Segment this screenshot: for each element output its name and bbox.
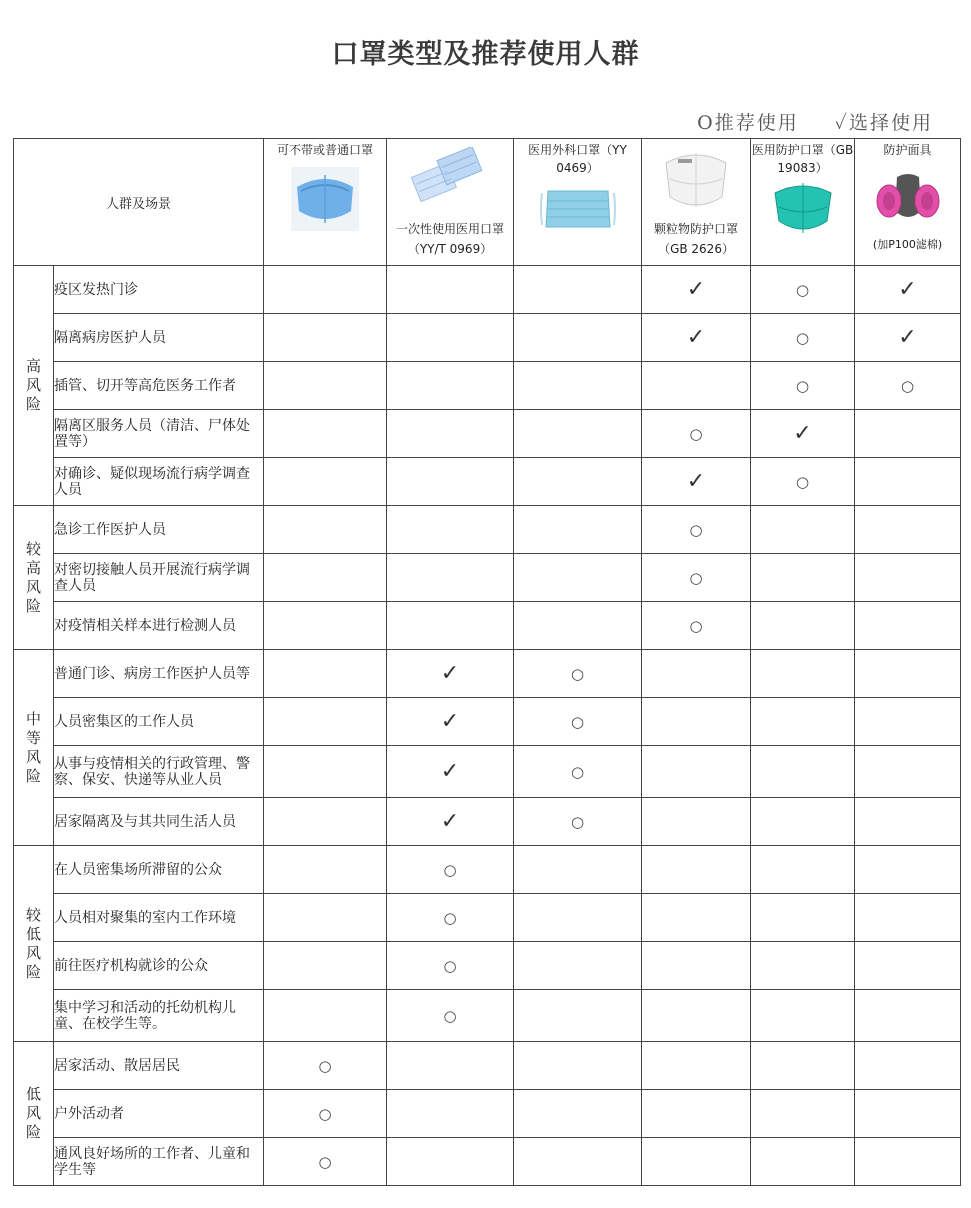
mark-cell [264, 1042, 387, 1090]
mark-cell [514, 506, 642, 554]
table-row [14, 458, 961, 506]
mark-cell [855, 554, 961, 602]
risk-group-text: 较高风险 [25, 539, 41, 615]
mark-cell [387, 1090, 514, 1138]
circle-mark: ○ [570, 763, 585, 781]
header-label: 医用外科口罩（YY 0469） [528, 143, 627, 175]
mark-cell [387, 266, 514, 314]
mark-cell [855, 798, 961, 846]
mark-cell [264, 602, 387, 650]
mark-cell [514, 1042, 642, 1090]
mark-cell [387, 846, 514, 894]
table-row [14, 314, 961, 362]
mark-cell [642, 602, 751, 650]
circle-mark: ○ [795, 473, 810, 491]
circle-mark: ○ [318, 1153, 332, 1171]
mark-cell [642, 410, 751, 458]
mark-cell [387, 362, 514, 410]
mark-cell [387, 942, 514, 990]
scene-cell: 隔离病房医护人员 [54, 314, 264, 362]
header-label: 颗粒物防护口罩（GB 2626） [654, 222, 739, 256]
risk-group-label [14, 1042, 54, 1186]
scene-cell: 普通门诊、病房工作医护人员等 [54, 650, 264, 698]
mark-cell [387, 410, 514, 458]
mark-cell [751, 506, 855, 554]
mark-cell [751, 602, 855, 650]
circle-mark: ○ [318, 1105, 332, 1123]
particulate-respirator-icon [656, 145, 736, 218]
mark-cell [751, 1138, 855, 1186]
risk-group-label [14, 506, 54, 650]
mark-cell [751, 266, 855, 314]
table-row [14, 698, 961, 746]
header-protective-respirator [855, 139, 961, 266]
mark-cell [642, 554, 751, 602]
mark-cell [514, 1090, 642, 1138]
table-row [14, 990, 961, 1042]
mark-cell [855, 1138, 961, 1186]
mark-cell [514, 266, 642, 314]
mark-cell [751, 746, 855, 798]
scene-cell: 在人员密集场所滞留的公众 [54, 846, 264, 894]
circle-mark: ○ [318, 1057, 332, 1075]
mark-cell [642, 650, 751, 698]
scene-cell: 居家隔离及与其共同生活人员 [54, 798, 264, 846]
circle-mark: ○ [443, 909, 457, 927]
mark-cell [855, 314, 961, 362]
mark-cell [855, 410, 961, 458]
mark-cell [751, 990, 855, 1042]
header-medical-protective-mask [751, 139, 855, 266]
surgical-mask-icon [538, 183, 618, 238]
circle-mark: ○ [689, 569, 703, 587]
table-header-row [14, 139, 961, 266]
risk-group-label [14, 266, 54, 506]
mark-cell [642, 1138, 751, 1186]
mark-cell [514, 942, 642, 990]
mark-cell [387, 506, 514, 554]
scene-cell: 集中学习和活动的托幼机构儿童、在校学生等。 [54, 990, 264, 1042]
risk-group-label [14, 846, 54, 1042]
table-row [14, 846, 961, 894]
scene-cell: 从事与疫情相关的行政管理、警察、保安、快递等从业人员 [54, 746, 264, 798]
header-corner: 人群及场景 [14, 139, 264, 266]
circle-mark: ○ [795, 281, 810, 299]
mark-cell [514, 602, 642, 650]
circle-mark: ○ [689, 521, 703, 539]
mark-cell [514, 362, 642, 410]
mark-cell [387, 602, 514, 650]
scene-cell: 疫区发热门诊 [54, 266, 264, 314]
mark-cell [855, 266, 961, 314]
mark-cell [642, 1042, 751, 1090]
mark-cell [264, 554, 387, 602]
check-mark: ✓ [440, 709, 460, 734]
mark-cell [514, 798, 642, 846]
mark-cell [264, 798, 387, 846]
risk-group-text: 低风险 [25, 1085, 41, 1141]
medical-protective-mask-icon [769, 179, 837, 238]
mark-cell [264, 650, 387, 698]
risk-group-text: 较低风险 [25, 905, 41, 981]
table-row [14, 798, 961, 846]
table-row [14, 650, 961, 698]
mark-cell [642, 990, 751, 1042]
risk-group-label [14, 650, 54, 846]
header-particulate-respirator [642, 139, 751, 266]
mark-cell [264, 1090, 387, 1138]
legend [661, 108, 933, 135]
scene-cell: 对密切接触人员开展流行病学调查人员 [54, 554, 264, 602]
mark-cell [751, 894, 855, 942]
circle-mark: ○ [795, 377, 810, 395]
header-label: 医用防护口罩（GB 19083） [751, 143, 854, 175]
mark-cell [751, 1090, 855, 1138]
table-row [14, 554, 961, 602]
mark-cell [387, 458, 514, 506]
mark-cell [855, 650, 961, 698]
mark-cell [264, 458, 387, 506]
circle-mark: ○ [689, 425, 703, 443]
mark-cell [751, 698, 855, 746]
table-row [14, 362, 961, 410]
ordinary-mask-icon [291, 167, 359, 234]
scene-cell: 人员相对聚集的室内工作环境 [54, 894, 264, 942]
mark-cell [514, 746, 642, 798]
mark-cell [855, 506, 961, 554]
circle-mark: ○ [570, 813, 585, 831]
mark-cell [514, 1138, 642, 1186]
mark-cell [514, 990, 642, 1042]
mark-cell [751, 362, 855, 410]
check-mark: ✓ [440, 661, 460, 686]
mark-cell [642, 798, 751, 846]
mark-cell [751, 798, 855, 846]
mark-cell [387, 650, 514, 698]
mark-cell [751, 554, 855, 602]
mark-cell [387, 554, 514, 602]
circle-mark: ○ [443, 861, 457, 879]
mark-cell [514, 314, 642, 362]
mark-cell [264, 846, 387, 894]
mark-cell [264, 266, 387, 314]
header-label: 一次性使用医用口罩（YY/T 0969） [396, 222, 505, 256]
mark-cell [387, 314, 514, 362]
mark-cell [264, 1138, 387, 1186]
header-label: 可不带或普通口罩 [277, 143, 374, 157]
scene-cell: 对疫情相关样本进行检测人员 [54, 602, 264, 650]
mark-cell [855, 846, 961, 894]
mark-cell [642, 314, 751, 362]
protective-respirator-icon [875, 171, 941, 232]
scene-cell: 急诊工作医护人员 [54, 506, 264, 554]
mark-cell [387, 990, 514, 1042]
circle-mark: ○ [795, 329, 810, 347]
mark-cell [264, 410, 387, 458]
table-row [14, 746, 961, 798]
mark-cell [751, 1042, 855, 1090]
mark-cell [855, 1042, 961, 1090]
table-row [14, 266, 961, 314]
scene-cell: 户外活动者 [54, 1090, 264, 1138]
mark-cell [751, 458, 855, 506]
mark-cell [642, 362, 751, 410]
mark-cell [642, 846, 751, 894]
mark-cell [264, 942, 387, 990]
mark-cell [514, 458, 642, 506]
mark-cell [642, 266, 751, 314]
mark-cell [751, 314, 855, 362]
mark-cell [264, 990, 387, 1042]
disposable-medical-mask-icon [408, 147, 492, 210]
risk-group-text: 高风险 [25, 357, 41, 413]
mark-cell [387, 698, 514, 746]
mark-cell [514, 894, 642, 942]
table-body [14, 266, 961, 1186]
check-mark: ✓ [440, 809, 460, 834]
header-sublabel: (加P100滤棉) [872, 238, 943, 251]
scene-cell: 通风良好场所的工作者、儿童和学生等 [54, 1138, 264, 1186]
mark-cell [387, 746, 514, 798]
mark-cell [387, 1042, 514, 1090]
scene-cell: 前往医疗机构就诊的公众 [54, 942, 264, 990]
table-row [14, 1042, 961, 1090]
scene-cell: 隔离区服务人员（清洁、尸体处置等） [54, 410, 264, 458]
mark-cell [751, 650, 855, 698]
mark-cell [387, 1138, 514, 1186]
check-mark: ✓ [898, 277, 917, 302]
mark-cell [855, 458, 961, 506]
mark-cell [514, 698, 642, 746]
circle-mark: ○ [570, 665, 585, 683]
table-row [14, 942, 961, 990]
mark-cell [642, 458, 751, 506]
circle-mark: ○ [689, 617, 703, 635]
mark-cell [855, 698, 961, 746]
table-row [14, 1138, 961, 1186]
table-row [14, 894, 961, 942]
mark-cell [642, 942, 751, 990]
mark-cell [751, 410, 855, 458]
mark-cell [855, 1090, 961, 1138]
header-label: 防护面具 [883, 143, 932, 157]
table-row [14, 1090, 961, 1138]
header-disposable-medical-mask [387, 139, 514, 266]
mark-cell [855, 602, 961, 650]
mask-recommendation-table [13, 138, 961, 1186]
mark-cell [751, 942, 855, 990]
mark-cell [642, 1090, 751, 1138]
check-mark: ✓ [898, 325, 917, 350]
mark-cell [855, 894, 961, 942]
circle-mark: ○ [443, 1007, 457, 1025]
check-mark: ✓ [440, 759, 460, 784]
scene-cell: 居家活动、散居居民 [54, 1042, 264, 1090]
mark-cell [642, 746, 751, 798]
check-mark: ✓ [793, 421, 812, 446]
mark-cell [514, 554, 642, 602]
mark-cell [642, 506, 751, 554]
mark-cell [264, 746, 387, 798]
mark-cell [264, 362, 387, 410]
check-mark: ✓ [686, 277, 706, 302]
check-mark: ✓ [686, 325, 706, 350]
mark-cell [855, 990, 961, 1042]
legend-recommend: O推荐使用 [697, 112, 799, 134]
risk-group-text: 中等风险 [25, 709, 41, 785]
mark-cell [514, 410, 642, 458]
mark-cell [264, 314, 387, 362]
mark-cell [751, 846, 855, 894]
mark-cell [855, 746, 961, 798]
legend-optional: ✓选择使用 [834, 112, 933, 134]
scene-cell: 人员密集区的工作人员 [54, 698, 264, 746]
scene-cell: 对确诊、疑似现场流行病学调查人员 [54, 458, 264, 506]
mark-cell [264, 894, 387, 942]
mark-cell [514, 650, 642, 698]
mark-cell [264, 698, 387, 746]
header-ordinary-mask [264, 139, 387, 266]
circle-mark: ○ [443, 957, 457, 975]
mark-cell [264, 506, 387, 554]
mark-cell [642, 894, 751, 942]
mark-cell [387, 894, 514, 942]
mark-cell [514, 846, 642, 894]
header-surgical-mask [514, 139, 642, 266]
table-row [14, 602, 961, 650]
mark-cell [387, 798, 514, 846]
mark-cell [855, 942, 961, 990]
check-mark: ✓ [686, 469, 706, 494]
scene-cell: 插管、切开等高危医务工作者 [54, 362, 264, 410]
page-title: 口罩类型及推荐使用人群 [331, 39, 640, 70]
mark-cell [642, 698, 751, 746]
table-row [14, 410, 961, 458]
table-row [14, 506, 961, 554]
circle-mark: ○ [570, 713, 585, 731]
mark-cell [855, 362, 961, 410]
circle-mark: ○ [900, 377, 915, 395]
